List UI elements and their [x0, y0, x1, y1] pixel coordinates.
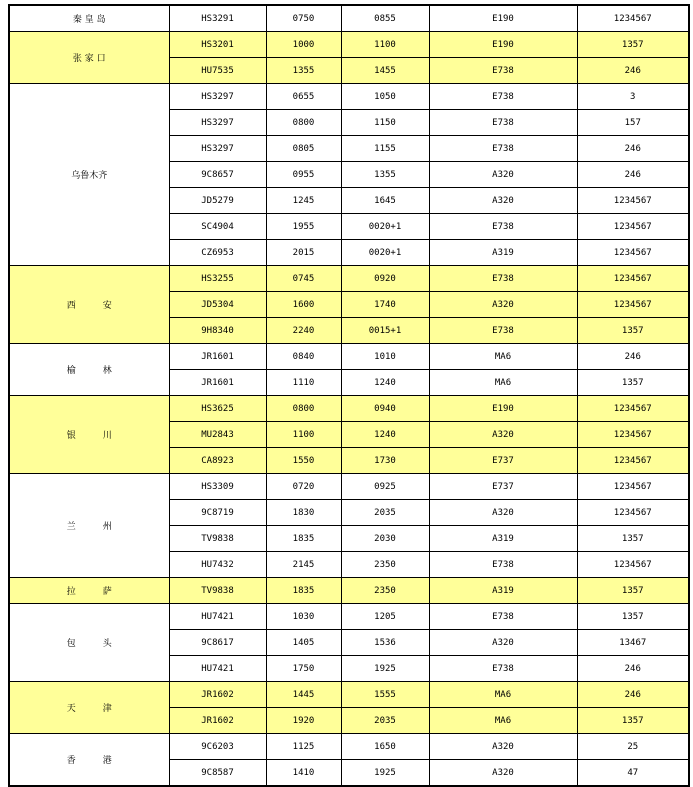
aircraft-type-cell: E738 [429, 84, 577, 110]
flight-number-cell: MU2843 [169, 422, 266, 448]
destination-city-cell: 秦 皇 岛 [9, 5, 169, 32]
operating-days-cell: 25 [577, 734, 689, 760]
aircraft-type-cell: A320 [429, 760, 577, 787]
arrival-time-cell: 1730 [341, 448, 429, 474]
flight-number-cell: TV9838 [169, 578, 266, 604]
operating-days-cell: 1357 [577, 370, 689, 396]
departure-time-cell: 0720 [266, 474, 341, 500]
aircraft-type-cell: E737 [429, 474, 577, 500]
destination-city-cell: 西 安 [9, 266, 169, 344]
flight-number-cell: HU7421 [169, 656, 266, 682]
flight-number-cell: HU7432 [169, 552, 266, 578]
aircraft-type-cell: E737 [429, 448, 577, 474]
flight-number-cell: TV9838 [169, 526, 266, 552]
aircraft-type-cell: A320 [429, 500, 577, 526]
arrival-time-cell: 1150 [341, 110, 429, 136]
operating-days-cell: 1357 [577, 526, 689, 552]
departure-time-cell: 1445 [266, 682, 341, 708]
departure-time-cell: 1920 [266, 708, 341, 734]
flight-row [9, 84, 689, 110]
flight-number-cell: HS3291 [169, 5, 266, 32]
aircraft-type-cell: E738 [429, 58, 577, 84]
operating-days-cell: 1234567 [577, 474, 689, 500]
arrival-time-cell: 1205 [341, 604, 429, 630]
aircraft-type-cell: E738 [429, 110, 577, 136]
destination-city-cell: 拉 萨 [9, 578, 169, 604]
aircraft-type-cell: E738 [429, 266, 577, 292]
aircraft-type-cell: MA6 [429, 682, 577, 708]
flight-number-cell: JD5304 [169, 292, 266, 318]
flight-number-cell: HS3297 [169, 136, 266, 162]
schedule-body [9, 5, 689, 786]
operating-days-cell: 1234567 [577, 240, 689, 266]
arrival-time-cell: 0015+1 [341, 318, 429, 344]
arrival-time-cell: 2350 [341, 552, 429, 578]
flight-schedule-table [8, 4, 690, 787]
departure-time-cell: 0745 [266, 266, 341, 292]
aircraft-type-cell: A319 [429, 240, 577, 266]
flight-number-cell: SC4904 [169, 214, 266, 240]
arrival-time-cell: 1645 [341, 188, 429, 214]
destination-city-cell: 银 川 [9, 396, 169, 474]
flight-number-cell: HS3625 [169, 396, 266, 422]
aircraft-type-cell: E738 [429, 214, 577, 240]
flight-number-cell: HS3309 [169, 474, 266, 500]
departure-time-cell: 1750 [266, 656, 341, 682]
departure-time-cell: 0800 [266, 110, 341, 136]
destination-city-cell: 香 港 [9, 734, 169, 787]
departure-time-cell: 1000 [266, 32, 341, 58]
aircraft-type-cell: E190 [429, 32, 577, 58]
departure-time-cell: 2015 [266, 240, 341, 266]
operating-days-cell: 1357 [577, 708, 689, 734]
arrival-time-cell: 0020+1 [341, 240, 429, 266]
aircraft-type-cell: A320 [429, 734, 577, 760]
aircraft-type-cell: E738 [429, 318, 577, 344]
departure-time-cell: 2240 [266, 318, 341, 344]
departure-time-cell: 0800 [266, 396, 341, 422]
departure-time-cell: 1835 [266, 526, 341, 552]
aircraft-type-cell: E738 [429, 552, 577, 578]
flight-row [9, 474, 689, 500]
flight-row [9, 344, 689, 370]
flight-number-cell: 9H8340 [169, 318, 266, 344]
arrival-time-cell: 1925 [341, 760, 429, 787]
arrival-time-cell: 2350 [341, 578, 429, 604]
arrival-time-cell: 1455 [341, 58, 429, 84]
operating-days-cell: 1234567 [577, 396, 689, 422]
operating-days-cell: 47 [577, 760, 689, 787]
flight-number-cell: 9C8617 [169, 630, 266, 656]
flight-row [9, 266, 689, 292]
flight-number-cell: JR1601 [169, 344, 266, 370]
arrival-time-cell: 0855 [341, 5, 429, 32]
departure-time-cell: 1125 [266, 734, 341, 760]
flight-row [9, 396, 689, 422]
operating-days-cell: 1357 [577, 578, 689, 604]
aircraft-type-cell: E738 [429, 136, 577, 162]
operating-days-cell: 246 [577, 136, 689, 162]
operating-days-cell: 246 [577, 344, 689, 370]
aircraft-type-cell: MA6 [429, 344, 577, 370]
operating-days-cell: 1234567 [577, 188, 689, 214]
destination-city-cell: 乌鲁木齐 [9, 84, 169, 266]
departure-time-cell: 1600 [266, 292, 341, 318]
aircraft-type-cell: A319 [429, 526, 577, 552]
flight-number-cell: JR1602 [169, 708, 266, 734]
operating-days-cell: 246 [577, 656, 689, 682]
departure-time-cell: 0805 [266, 136, 341, 162]
arrival-time-cell: 1240 [341, 422, 429, 448]
arrival-time-cell: 1010 [341, 344, 429, 370]
destination-city-cell: 张 家 口 [9, 32, 169, 84]
aircraft-type-cell: A320 [429, 630, 577, 656]
aircraft-type-cell: A320 [429, 292, 577, 318]
operating-days-cell: 1234567 [577, 422, 689, 448]
flight-number-cell: 9C8719 [169, 500, 266, 526]
operating-days-cell: 1234567 [577, 448, 689, 474]
arrival-time-cell: 1155 [341, 136, 429, 162]
departure-time-cell: 2145 [266, 552, 341, 578]
arrival-time-cell: 1355 [341, 162, 429, 188]
flight-number-cell: JD5279 [169, 188, 266, 214]
flight-number-cell: 9C6203 [169, 734, 266, 760]
flight-number-cell: CZ6953 [169, 240, 266, 266]
flight-number-cell: HS3297 [169, 84, 266, 110]
operating-days-cell: 157 [577, 110, 689, 136]
departure-time-cell: 0955 [266, 162, 341, 188]
operating-days-cell: 246 [577, 162, 689, 188]
flight-row [9, 5, 689, 32]
aircraft-type-cell: A319 [429, 578, 577, 604]
aircraft-type-cell: A320 [429, 188, 577, 214]
aircraft-type-cell: MA6 [429, 708, 577, 734]
arrival-time-cell: 2035 [341, 708, 429, 734]
arrival-time-cell: 1100 [341, 32, 429, 58]
operating-days-cell: 246 [577, 58, 689, 84]
operating-days-cell: 1357 [577, 32, 689, 58]
flight-number-cell: HS3255 [169, 266, 266, 292]
aircraft-type-cell: MA6 [429, 370, 577, 396]
schedule-container [8, 4, 688, 787]
arrival-time-cell: 1555 [341, 682, 429, 708]
departure-time-cell: 1355 [266, 58, 341, 84]
destination-city-cell: 包 头 [9, 604, 169, 682]
destination-city-cell: 榆 林 [9, 344, 169, 396]
operating-days-cell: 1234567 [577, 266, 689, 292]
operating-days-cell: 13467 [577, 630, 689, 656]
aircraft-type-cell: E190 [429, 5, 577, 32]
operating-days-cell: 3 [577, 84, 689, 110]
departure-time-cell: 1955 [266, 214, 341, 240]
operating-days-cell: 1357 [577, 604, 689, 630]
departure-time-cell: 0750 [266, 5, 341, 32]
arrival-time-cell: 1240 [341, 370, 429, 396]
departure-time-cell: 1405 [266, 630, 341, 656]
flight-row [9, 32, 689, 58]
aircraft-type-cell: E738 [429, 604, 577, 630]
arrival-time-cell: 0925 [341, 474, 429, 500]
departure-time-cell: 1110 [266, 370, 341, 396]
aircraft-type-cell: E190 [429, 396, 577, 422]
arrival-time-cell: 1925 [341, 656, 429, 682]
flight-row [9, 682, 689, 708]
departure-time-cell: 0840 [266, 344, 341, 370]
flight-row [9, 578, 689, 604]
operating-days-cell: 1234567 [577, 214, 689, 240]
arrival-time-cell: 0020+1 [341, 214, 429, 240]
aircraft-type-cell: A320 [429, 162, 577, 188]
departure-time-cell: 1100 [266, 422, 341, 448]
arrival-time-cell: 0940 [341, 396, 429, 422]
departure-time-cell: 1245 [266, 188, 341, 214]
destination-city-cell: 天 津 [9, 682, 169, 734]
arrival-time-cell: 1650 [341, 734, 429, 760]
arrival-time-cell: 0920 [341, 266, 429, 292]
departure-time-cell: 1550 [266, 448, 341, 474]
operating-days-cell: 1234567 [577, 5, 689, 32]
operating-days-cell: 246 [577, 682, 689, 708]
departure-time-cell: 1030 [266, 604, 341, 630]
departure-time-cell: 1410 [266, 760, 341, 787]
departure-time-cell: 0655 [266, 84, 341, 110]
arrival-time-cell: 1050 [341, 84, 429, 110]
flight-number-cell: CA8923 [169, 448, 266, 474]
arrival-time-cell: 1536 [341, 630, 429, 656]
flight-number-cell: HS3201 [169, 32, 266, 58]
operating-days-cell: 1234567 [577, 500, 689, 526]
flight-number-cell: HU7535 [169, 58, 266, 84]
flight-number-cell: 9C8657 [169, 162, 266, 188]
arrival-time-cell: 2035 [341, 500, 429, 526]
aircraft-type-cell: A320 [429, 422, 577, 448]
arrival-time-cell: 1740 [341, 292, 429, 318]
operating-days-cell: 1234567 [577, 552, 689, 578]
flight-number-cell: HU7421 [169, 604, 266, 630]
flight-number-cell: HS3297 [169, 110, 266, 136]
flight-number-cell: JR1601 [169, 370, 266, 396]
operating-days-cell: 1357 [577, 318, 689, 344]
flight-number-cell: JR1602 [169, 682, 266, 708]
destination-city-cell: 兰 州 [9, 474, 169, 578]
flight-number-cell: 9C8587 [169, 760, 266, 787]
departure-time-cell: 1835 [266, 578, 341, 604]
flight-row [9, 734, 689, 760]
operating-days-cell: 1234567 [577, 292, 689, 318]
aircraft-type-cell: E738 [429, 656, 577, 682]
arrival-time-cell: 2030 [341, 526, 429, 552]
flight-row [9, 604, 689, 630]
departure-time-cell: 1830 [266, 500, 341, 526]
